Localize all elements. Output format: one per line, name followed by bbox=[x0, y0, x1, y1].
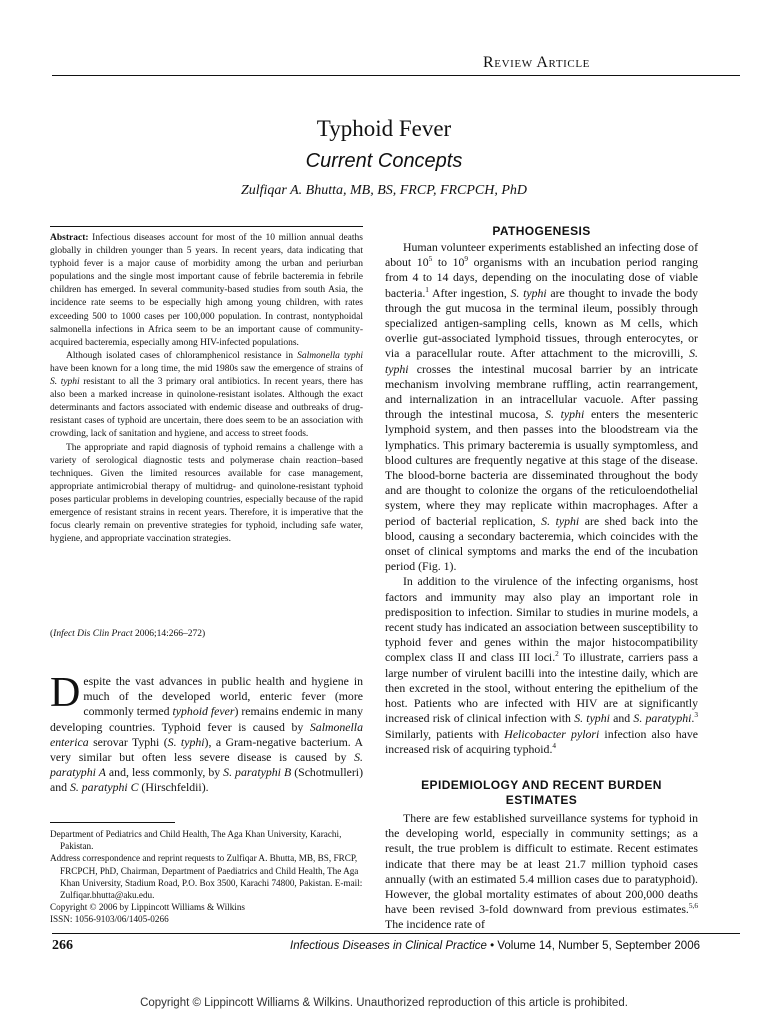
intro-text: S. paratyphi C bbox=[69, 780, 139, 795]
path-text: To illustrate, carriers pass a large number of virulent bacilli into the intestine daily, which are then excreted in the stool, without entering the epithelium of the host. Patients who are infected with HIV are at significantly increased risk of clinical infection with bbox=[385, 650, 698, 726]
abstract-label: Abstract: bbox=[50, 233, 89, 243]
pathogenesis-paragraph-2 bbox=[385, 574, 698, 756]
abstract-text-2-genus: Salmonella typhi bbox=[297, 350, 363, 361]
pathogenesis-paragraph-1 bbox=[385, 240, 698, 574]
abstract-paragraph-2 bbox=[50, 350, 363, 442]
abstract-text-2c: resistant to all the 3 primary oral antibiotics. In recent years, there has also been a marked increase in quinolone-resistant isolates. Although the exact determinants and factors associated with endemic disease and outbreaks of drug-resistant cases of typhoid are uncertain, there does seem to be an association with crowding, lack of sanitation and hygiene, and access to street foods. bbox=[50, 377, 363, 440]
page-number: 266 bbox=[52, 938, 73, 953]
path-text: enters the mesenteric lymphoid system, and then passes into the bloodstream via the lymphatics. This primary bacteremia is usually symptomless, and blood cultures are frequently negative at this stage of the disease. The blood-borne bacteria are disseminated throughout the body and are thought to colonize the organs of the reticuloendothelial system, where they may replicate within macrophages. After a period of bacterial replication, bbox=[385, 407, 698, 528]
path-text: infection also have increased risk of acquiring typhoid. bbox=[385, 726, 698, 756]
abstract-paragraph-1 bbox=[50, 232, 363, 350]
intro-text: S. paratyphi B bbox=[223, 765, 292, 780]
path-text: S. paratyphi bbox=[633, 711, 692, 726]
reference-marker: 4 bbox=[552, 740, 557, 750]
path-text: Helicobacter pylori bbox=[504, 726, 600, 741]
path-text: After ingestion, bbox=[428, 285, 511, 300]
section-label: Review Article bbox=[482, 54, 590, 71]
abstract-text-2-species: S. typhi bbox=[50, 377, 80, 388]
journal-name: Infectious Diseases in Clinical Practice bbox=[290, 940, 487, 952]
article-title: Typhoid Fever bbox=[316, 116, 452, 141]
reference-marker: 3 bbox=[694, 710, 699, 720]
intro-text: serovar Typhi ( bbox=[88, 734, 168, 749]
pathogenesis-body bbox=[385, 240, 698, 757]
abstract-paragraph-3: The appropriate and rapid diagnosis of typhoid remains a challenge with a variety of serological diagnostic tests and polymerase chain reaction–based techniques. Given the limited resources available for case management, appropriate antimicrobial therapy of multidrug- and quinolone-resistant typhoid poses particular problems in developing countries, especially because of the rapid emergence of resistant strains in recent years. Therefore, it is imperative that the focus clearly remain on preventive strategies for typhoid, including safe water, hygiene, and appropriate vaccination strategies. bbox=[50, 442, 363, 545]
intro-text: ), a Gram-negative bacterium. A very similar but often less severe disease is caused by bbox=[50, 734, 364, 765]
affiliation-rule bbox=[50, 822, 175, 823]
intro-text: (Schotmulleri) and bbox=[50, 765, 364, 795]
path-text: Human volunteer experiments established an infecting dose of about 10 bbox=[385, 240, 698, 270]
article-authors: Zulfiqar A. Bhutta, MB, BS, FRCP, FRCPCH, PhD bbox=[240, 183, 528, 198]
intro-text: Salmonella enterica bbox=[50, 719, 363, 749]
path-text: organisms with an incubation period ranging from 4 to 14 days, depending on the inoculating dose of viable bacteria. bbox=[385, 255, 698, 300]
affiliations bbox=[50, 828, 363, 926]
journal-volume: Volume 14, Number 5, September 2006 bbox=[497, 940, 700, 952]
intro-text: (Hirschfeldii). bbox=[138, 780, 209, 795]
epidemiology-paragraph-1 bbox=[385, 811, 698, 933]
path-text: crosses the intestinal mucosal barrier by an intricate mechanism involving membrane ruffling, actin rearrangement, and internalization in an intracellular vacuole. After passing through the intestinal mucosa, bbox=[385, 361, 698, 422]
intro-text: typhoid fever bbox=[172, 704, 235, 719]
citation: (Infect Dis Clin Pract 2006;14:266–272) bbox=[50, 629, 206, 639]
header-rule bbox=[52, 75, 740, 76]
path-text: are thought to invade the body through the gut mucosa in the terminal ileum, possibly through specialized antigen-sampling cells, known as M cells, which overlie gut-associated lymphoid tissues, through enterocytes, or via a paracellular route. After attachment to the microvilli, bbox=[385, 285, 698, 361]
superscript: 9 bbox=[464, 254, 469, 264]
copyright-notice: Copyright © Lippincott Williams & Wilkins. Unauthorized reproduction of this article is prohibited. bbox=[140, 997, 628, 1009]
abstract-rule bbox=[50, 226, 363, 227]
epi-text: There are few established surveillance systems for typhoid in the developing world, especially in community settings; as a result, the true problem is difficult to estimate. Recent estimates indicate that there may be at least 21.7 million typhoid cases annually (with an estimated 5.4 million cases due to paratyphoid). However, the global mortality estimates of about 200,000 deaths have been revised 3-fold downward from previous estimates. bbox=[385, 811, 698, 917]
path-text: S. typhi bbox=[510, 285, 547, 300]
reference-marker: 5,6 bbox=[688, 901, 698, 911]
path-text: S. typhi bbox=[574, 711, 610, 726]
affiliation-copyright: Copyright © 2006 by Lippincott Williams & Wilkins bbox=[50, 902, 246, 913]
reference-marker: 1 bbox=[425, 284, 429, 294]
abstract-text-2a: Although isolated cases of chloramphenicol resistance in bbox=[66, 350, 298, 361]
path-text: S. typhi bbox=[545, 407, 585, 422]
path-text: Similarly, patients with bbox=[385, 726, 505, 741]
epi-text: The incidence rate of bbox=[385, 917, 485, 932]
path-text: . bbox=[691, 711, 695, 726]
intro-text: S. typhi bbox=[167, 734, 205, 749]
epidemiology-heading: EPIDEMIOLOGY AND RECENT BURDEN ESTIMATES bbox=[421, 778, 662, 807]
path-text: and bbox=[609, 711, 634, 726]
path-text: to 10 bbox=[432, 255, 465, 270]
abstract-text-1: Infectious diseases account for most of the 10 million annual deaths globally in children younger than 5 years. In recent years, data indicating that typhoid fever is a major cause of morbidity among the urban and periurban populations and the single most important cause of febrile bacteremia in febrile children has emerged. In several community-based studies from south Asia, the incidence rate seems to be especially high among young children, with rates exceeding 500 to 1000 cases per 100,000 population. In contrast, nontyphoidal salmonella infections in Africa seem to be an important cause of community-acquired bacteremia, especially among HIV-infected populations. bbox=[50, 233, 363, 348]
path-text: S. typhi bbox=[541, 513, 580, 528]
citation-journal: Infect Dis Clin Pract bbox=[53, 629, 133, 639]
reference-marker: 2 bbox=[555, 649, 559, 659]
citation-details: 2006;14:266–272) bbox=[132, 629, 206, 639]
intro-text: S. paratyphi A bbox=[50, 750, 363, 780]
drop-cap: D bbox=[50, 670, 81, 716]
path-text: are shed back into the blood, causing a secondary bacteremia, which coincides with the onset of clinical symptoms and marks the end of the incubation period (Fig. 1). bbox=[385, 513, 698, 574]
path-text: S. typhi bbox=[385, 346, 698, 376]
pathogenesis-heading: PATHOGENESIS bbox=[492, 224, 591, 238]
intro-text: ) remains endemic in many developing countries. Typhoid fever is caused by bbox=[50, 704, 363, 734]
epidemiology-body bbox=[385, 811, 698, 933]
journal-bullet: • bbox=[490, 940, 495, 952]
intro-text: and, less commonly, by bbox=[105, 765, 224, 780]
affiliation-issn: ISSN: 1056-9103/06/1405-0266 bbox=[50, 914, 169, 925]
article-subtitle: Current Concepts bbox=[305, 150, 463, 172]
path-text: In addition to the virulence of the infecting organisms, host factors and immunity may also play an important role in predisposition to infection. Similar to studies in murine models, a recent study has indicated an association between susceptibility to typhoid fever and genes within the major histocompatibility complex class II and class III loci. bbox=[385, 574, 698, 665]
intro-paragraph bbox=[50, 670, 364, 796]
affiliation-address: Address correspondence and reprint requests to Zulfiqar A. Bhutta, MB, BS, FRCP, FRCPCH, PhD, Chairman, Department of Paediatrics and Child Health, The Aga Khan University, Stadium Road, P.O. Box 3500, Karachi 74800, Pakistan. E-mail: Zulfiqar.bhutta@aku.edu. bbox=[50, 853, 363, 901]
affiliation-department: Department of Pediatrics and Child Health, The Aga Khan University, Karachi, Pakistan. bbox=[50, 829, 342, 852]
abstract bbox=[50, 232, 363, 546]
journal-info bbox=[230, 940, 700, 952]
abstract-text-2b: have been known for a long time, the mid 1980s saw the emergence of strains of bbox=[50, 363, 363, 374]
superscript: 5 bbox=[428, 254, 433, 264]
intro-text: espite the vast advances in public health and hygiene in much of the developed world, enteric fever (more commonly termed bbox=[83, 674, 363, 719]
footer-rule bbox=[52, 933, 740, 934]
